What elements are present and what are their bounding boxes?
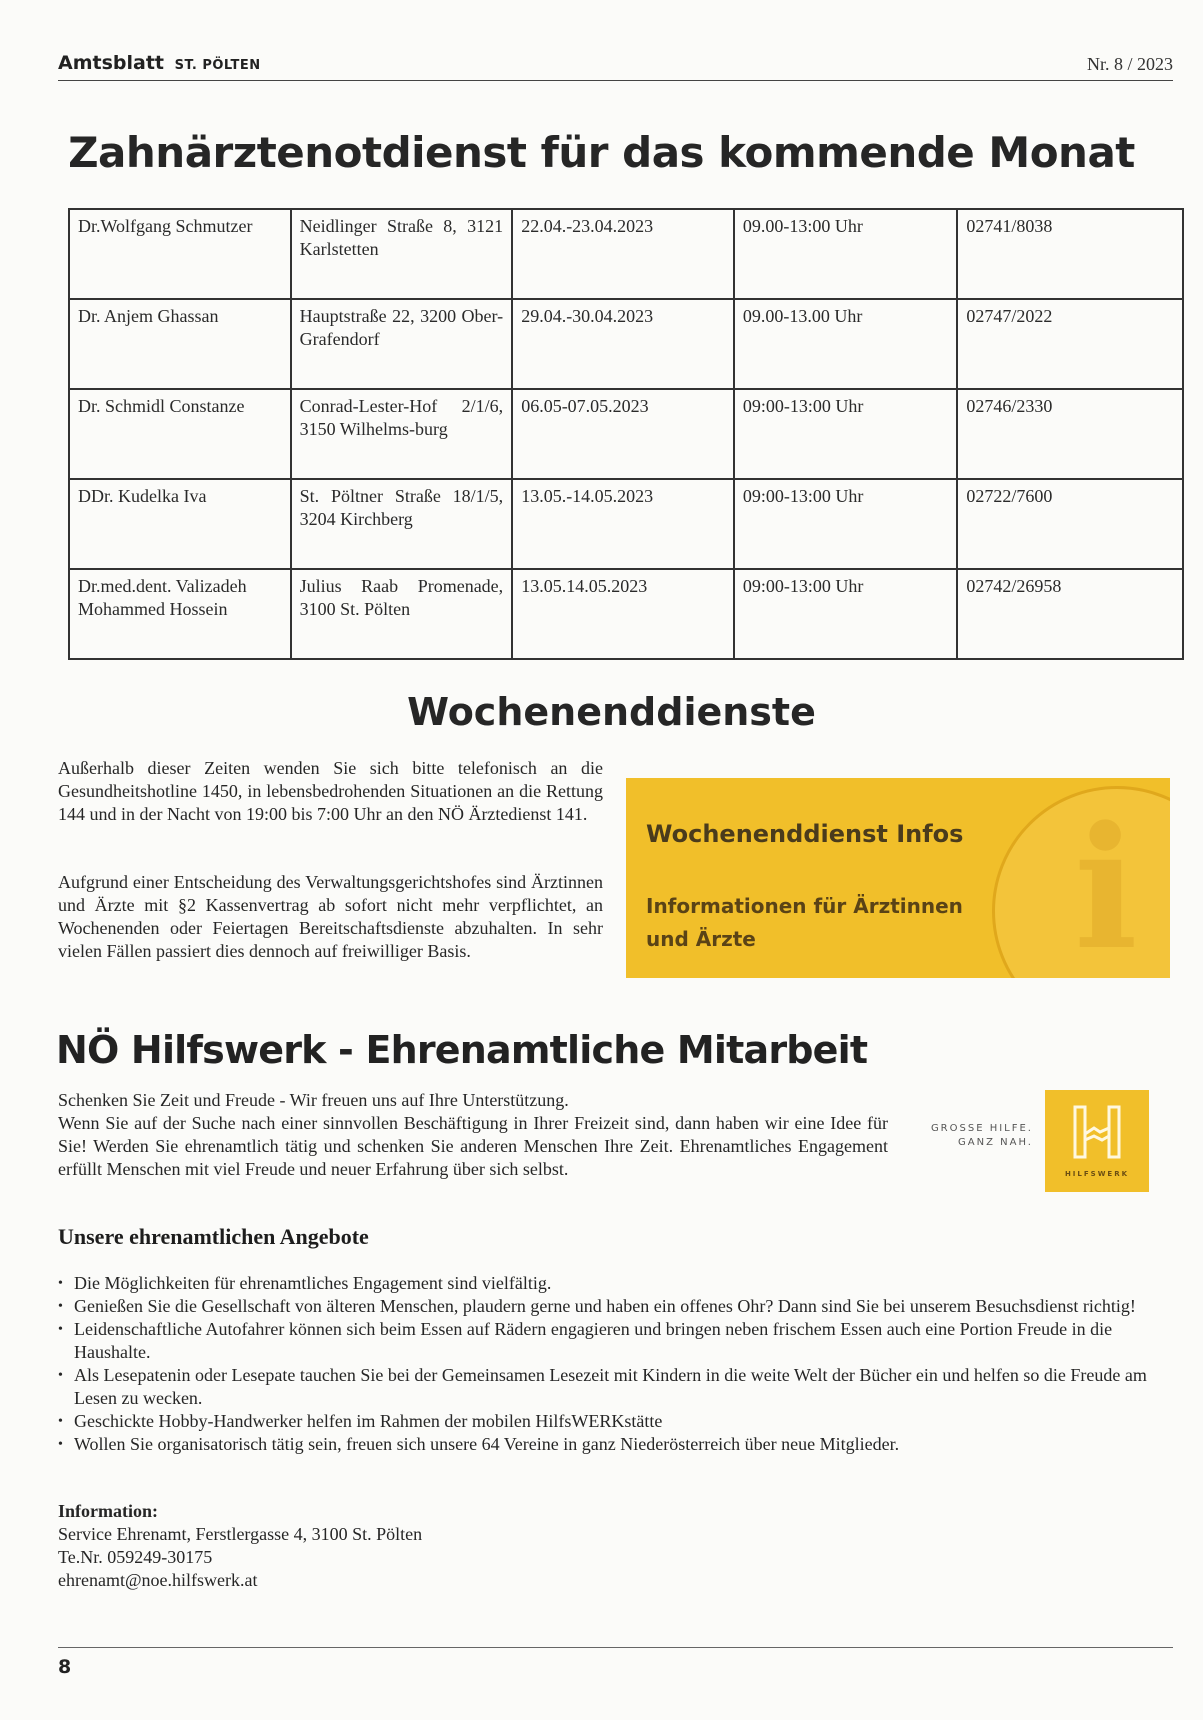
dentist-phone: 02742/26958 <box>957 569 1183 659</box>
dentist-address: Hauptstraße 22, 3200 Ober-Grafendorf <box>291 299 513 389</box>
hilfswerk-slogan <box>915 1122 1033 1150</box>
duty-dates: 22.04.-23.04.2023 <box>512 209 734 299</box>
publication-city: ST. PÖLTEN <box>174 58 261 73</box>
list-item: • Geschickte Hobby-Handwerker helfen im Rahmen der mobilen HilfsWERKstätte <box>58 1410 1178 1433</box>
duty-dates: 29.04.-30.04.2023 <box>512 299 734 389</box>
dental-duty-table <box>68 208 1184 660</box>
contact-phone: Te.Nr. 059249-30175 <box>58 1547 213 1567</box>
list-item: • Genießen Sie die Gesellschaft von älteren Menschen, plaudern gerne und haben ein offenes Ohr? Dann sind Sie bei unserem Besuchsdienst richtig! <box>58 1295 1178 1318</box>
duty-hours: 09:00-13:00 Uhr <box>734 569 957 659</box>
dentist-name: DDr. Kudelka Iva <box>69 479 291 569</box>
table-row <box>69 569 1183 659</box>
hilfswerk-h-icon <box>1072 1104 1122 1160</box>
publication-title <box>58 52 261 74</box>
duty-dates: 13.05.14.05.2023 <box>512 569 734 659</box>
list-item: • Als Lesepatenin oder Lesepate tauchen Sie bei der Gemeinsamen Lesezeit mit Kindern in die weite Welt der Bücher ein und helfen so die Freude am Lesen zu wecken. <box>58 1364 1178 1410</box>
slogan-line: GANZ NAH. <box>958 1137 1033 1148</box>
publication-name: Amtsblatt <box>58 52 164 74</box>
contact-info <box>58 1500 422 1592</box>
table-row <box>69 479 1183 569</box>
contact-email[interactable]: ehrenamt@noe.hilfswerk.at <box>58 1570 258 1590</box>
footer-divider <box>58 1647 1173 1648</box>
list-item: • Wollen Sie organisatorisch tätig sein, freuen sich unsere 64 Vereine in ganz Niederösterreich über neue Mitglieder. <box>58 1433 1178 1456</box>
weekend-paragraph-ruling: Aufgrund einer Entscheidung des Verwaltungsgerichtshofes sind Ärztinnen und Ärzte mit §2 Kassenvertrag ab sofort nicht mehr verpflichtet, an Wochenenden oder Feiertagen Bereitschaftsdienste abzuhalten. In sehr vielen Fällen passiert dies dennoch auf freiwilliger Basis. <box>58 872 603 961</box>
dentist-name: Dr.Wolfgang Schmutzer <box>69 209 291 299</box>
weekend-section-title: Wochenenddienste <box>407 690 816 734</box>
contact-label: Information: <box>58 1501 158 1521</box>
dentist-phone: 02741/8038 <box>957 209 1183 299</box>
duty-hours: 09.00-13:00 Uhr <box>734 209 957 299</box>
header-divider <box>58 80 1173 81</box>
info-banner-title: Wochenenddienst Infos <box>646 820 964 848</box>
hilfswerk-section-title: NÖ Hilfswerk - Ehrenamtliche Mitarbeit <box>56 1028 868 1072</box>
dentist-name: Dr. Schmidl Constanze <box>69 389 291 479</box>
hilfswerk-intro <box>58 1089 888 1181</box>
duty-hours: 09.00-13.00 Uhr <box>734 299 957 389</box>
list-item: • Die Möglichkeiten für ehrenamtliches Engagement sind vielfältig. <box>58 1272 1178 1295</box>
hilfswerk-intro-tagline: Schenken Sie Zeit und Freude - Wir freuen uns auf Ihre Unterstützung. <box>58 1090 569 1110</box>
contact-address: Service Ehrenamt, Ferstlergasse 4, 3100 St. Pölten <box>58 1524 423 1544</box>
offers-list <box>58 1272 1178 1456</box>
page-number: 8 <box>58 1656 72 1678</box>
dentist-phone: 02746/2330 <box>957 389 1183 479</box>
list-item: • Leidenschaftliche Autofahrer können sich beim Essen auf Rädern engagieren und bringen neben frischem Essen auch eine Portion Freude in die Haushalte. <box>58 1318 1178 1364</box>
hilfswerk-logo <box>1045 1090 1149 1192</box>
slogan-line: GROSSE HILFE. <box>930 1123 1033 1134</box>
offers-heading: Unsere ehrenamtlichen Angebote <box>58 1224 369 1249</box>
hilfswerk-logo-word: HILFSWERK <box>1064 1170 1130 1178</box>
dentist-name: Dr. Anjem Ghassan <box>69 299 291 389</box>
dentist-address: Neidlinger Straße 8, 3121 Karlstetten <box>291 209 513 299</box>
issue-number: Nr. 8 / 2023 <box>1086 54 1173 74</box>
table-row <box>69 299 1183 389</box>
duty-hours: 09:00-13:00 Uhr <box>734 479 957 569</box>
hilfswerk-intro-body: Wenn Sie auf der Suche nach einer sinnvollen Beschäftigung in Ihrer Freizeit sind, dann haben wir eine Idee für Sie! Werden Sie ehrenamtlich tätig und schenken Sie anderen Menschen Ihre Zeit. Ehrenamtliches Engagement erfüllt Menschen mit viel Freude und neuer Erfahrung über sich selbst. <box>58 1113 888 1179</box>
table-row <box>69 389 1183 479</box>
dentist-address: Julius Raab Promenade, 3100 St. Pölten <box>291 569 513 659</box>
duty-hours: 09:00-13:00 Uhr <box>734 389 957 479</box>
dental-section-title: Zahnärztenotdienst für das kommende Monat <box>68 128 1135 177</box>
weekend-info-banner[interactable] <box>626 778 1170 978</box>
info-banner-subtitle: Informationen für Ärztinnen und Ärzte <box>646 894 963 951</box>
dentist-phone: 02722/7600 <box>957 479 1183 569</box>
dentist-address: St. Pöltner Straße 18/1/5, 3204 Kirchberg <box>291 479 513 569</box>
dentist-name: Dr.med.dent. Valizadeh Mohammed Hossein <box>69 569 291 659</box>
weekend-paragraph-hotlines: Außerhalb dieser Zeiten wenden Sie sich bitte telefonisch an die Gesundheitshotline 1450, in lebensbedrohenden Situationen an die Rettung 144 und in der Nacht von 19:00 bis 7:00 Uhr an den NÖ Ärztedienst 141. <box>58 758 603 824</box>
table-row <box>69 209 1183 299</box>
duty-dates: 13.05.-14.05.2023 <box>512 479 734 569</box>
dentist-phone: 02747/2022 <box>957 299 1183 389</box>
info-icon: i <box>1074 789 1138 978</box>
duty-dates: 06.05-07.05.2023 <box>512 389 734 479</box>
dentist-address: Conrad-Lester-Hof 2/1/6, 3150 Wilhelms-burg <box>291 389 513 479</box>
